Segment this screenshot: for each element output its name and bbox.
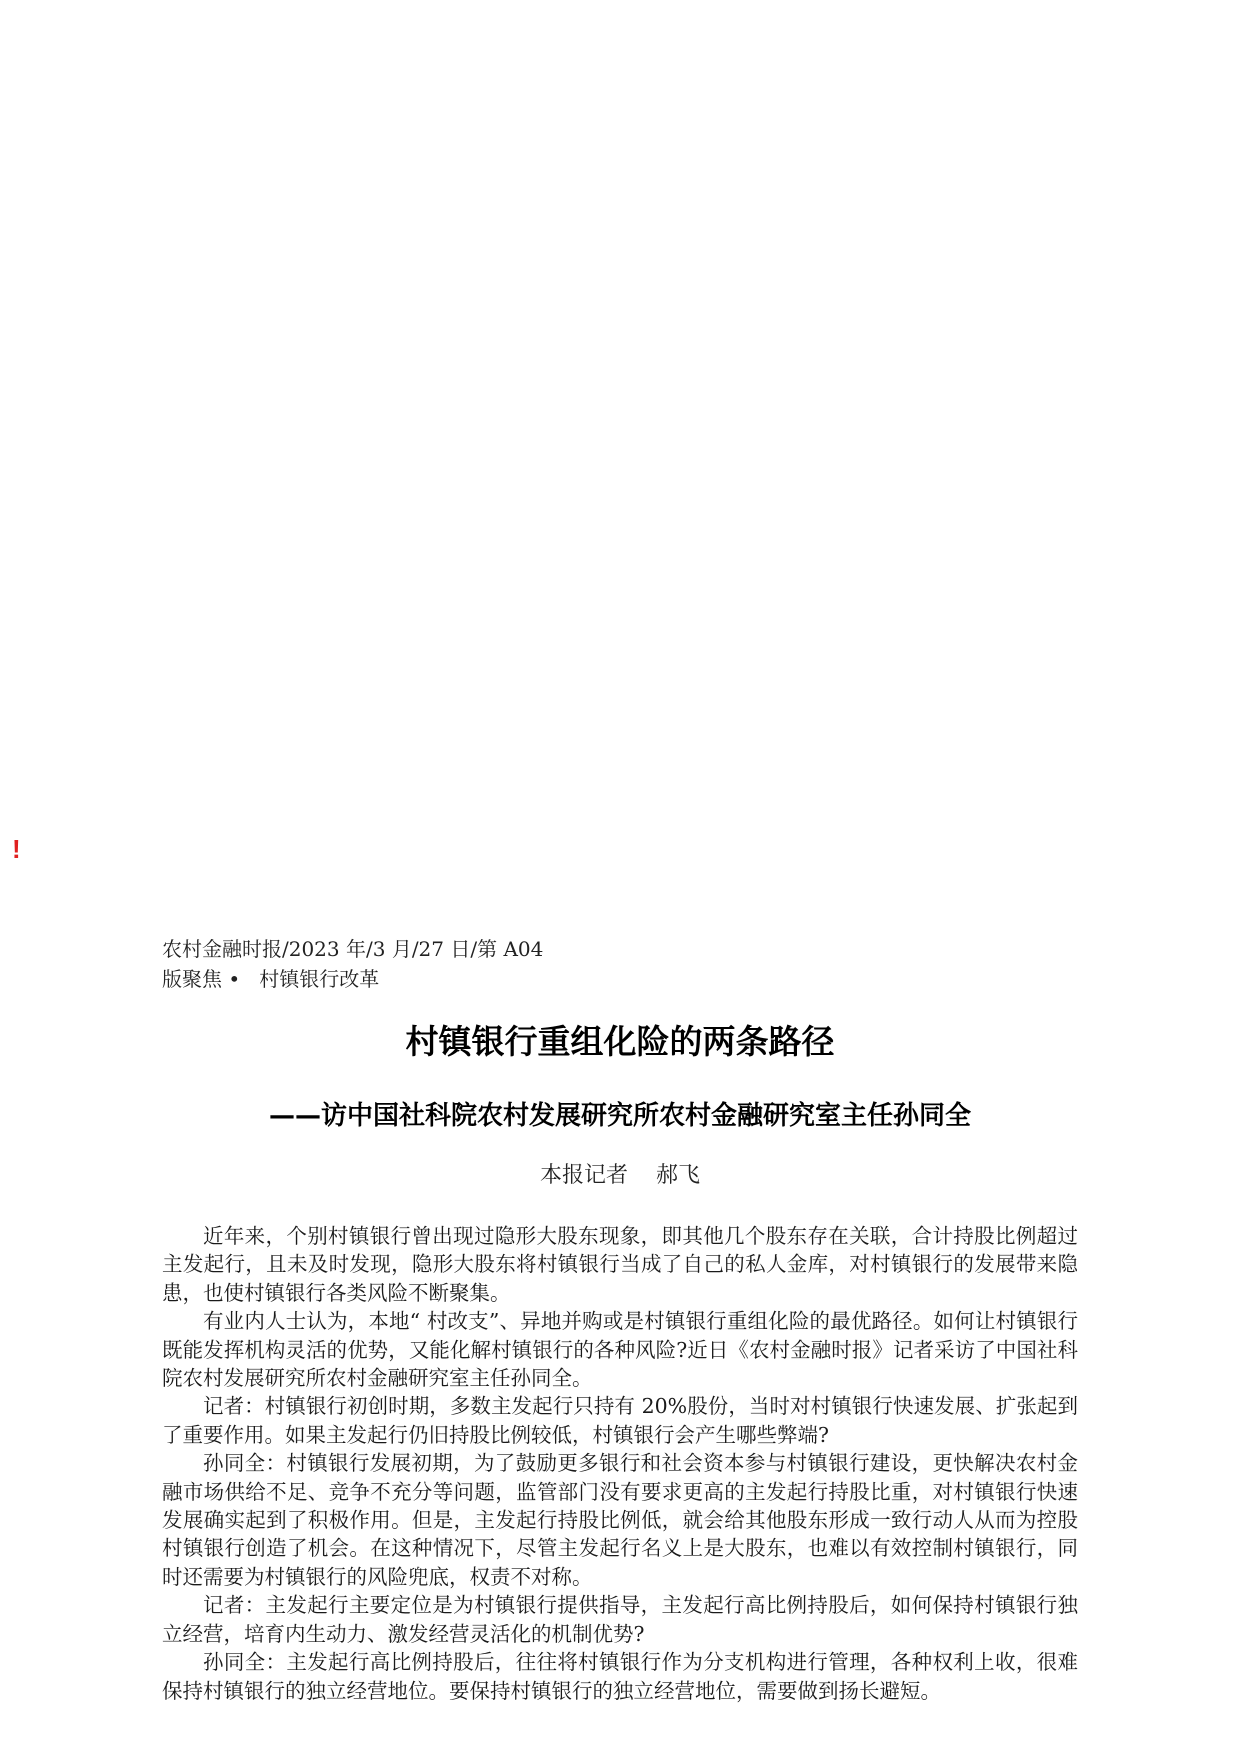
article-title: 村镇银行重组化险的两条路径	[405, 1022, 835, 1061]
paragraph-intro: 近年来，个别村镇银行曾出现过隐形大股东现象，即其他几个股东存在关联，合计持股比例超过主发起行，且未及时发现，隐形大股东将村镇银行当成了自己的私人金库，对村镇银行的发展带来隐患，也使村镇银行各类风险不断聚集。	[162, 1224, 1078, 1305]
red-exclamation-mark: !	[12, 834, 21, 864]
article-subtitle: ——访中国社科院农村发展研究所农村金融研究室主任孙同全	[268, 1101, 971, 1131]
source-citation	[162, 934, 582, 994]
source-line-1: 农村金融时报/2023 年/3 月/27 日/第 A04	[162, 937, 544, 961]
article-body	[162, 1222, 1078, 1705]
paragraph-question-1: 记者：村镇银行初创时期，多数主发起行只持有 20%股份，当时对村镇银行快速发展、扩张起到了重要作用。如果主发起行仍旧持股比例较低，村镇银行会产生哪些弊端?	[162, 1394, 1078, 1447]
paragraph-question-2: 记者：主发起行主要定位是为村镇银行提供指导，主发起行高比例持股后，如何保持村镇银行独立经营，培育内生动力、激发经营灵活化的机制优势?	[162, 1593, 1078, 1646]
paragraph-answer-1: 孙同全：村镇银行发展初期，为了鼓励更多银行和社会资本参与村镇银行建设，更快解决农村金融市场供给不足、竞争不充分等问题，监管部门没有要求更高的主发起行持股比重，对村镇银行快速发展确实起到了积极作用。但是，主发起行持股比例低，就会给其他股东形成一致行动人从而为控股村镇银行创造了机会。在这种情况下，尽管主发起行名义上是大股东，也难以有效控制村镇银行，同时还需要为村镇银行的风险兜底，权责不对称。	[162, 1451, 1078, 1589]
source-line-2: 版聚焦 • 村镇银行改革	[162, 967, 380, 991]
paragraph-context: 有业内人士认为，本地“ 村改支”、异地并购或是村镇银行重组化险的最优路径。如何让村镇银行既能发挥机构灵活的优势，又能化解村镇银行的各种风险?近日《农村金融时报》记者采访了中国社科院农村发展研究所农村金融研究室主任孙同全。	[162, 1309, 1078, 1391]
paragraph-answer-2: 孙同全：主发起行高比例持股后，往往将村镇银行作为分支机构进行管理，各种权利上收，很难保持村镇银行的独立经营地位。要保持村镇银行的独立经营地位，需要做到扬长避短。	[162, 1650, 1078, 1703]
article-byline: 本报记者 郝飞	[540, 1163, 700, 1188]
